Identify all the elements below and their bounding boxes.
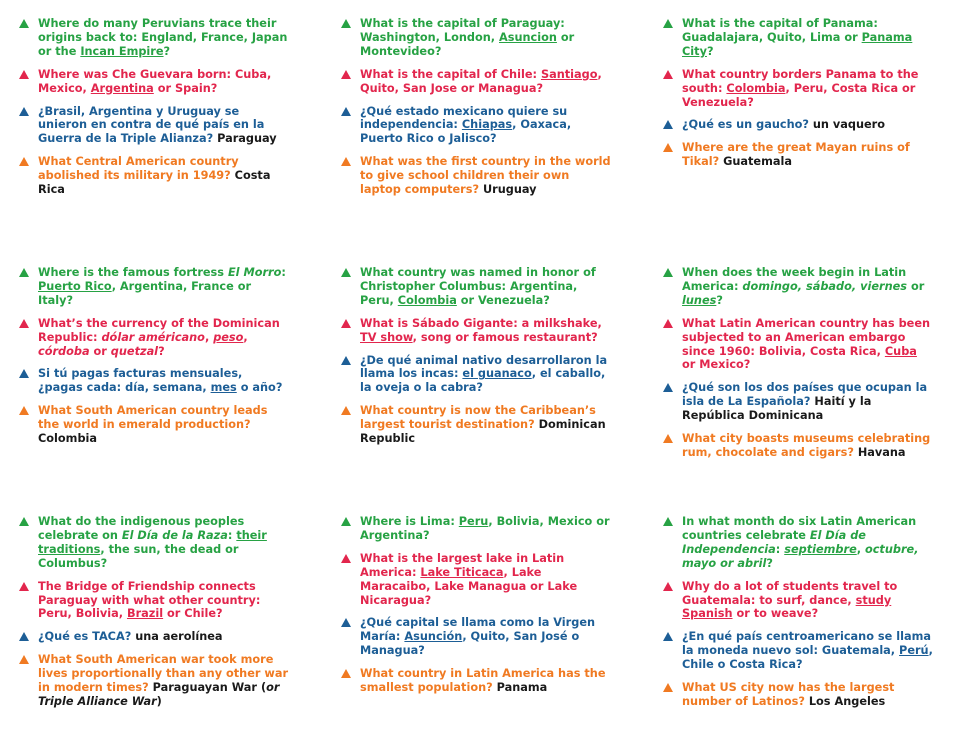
question-text: octubre, mayo or abril — [682, 542, 919, 570]
triangle-bullet-icon — [663, 383, 673, 392]
answer-text: Dominican Republic — [360, 418, 606, 446]
question — [663, 317, 933, 373]
trivia-card-4 — [19, 266, 289, 455]
question-text: study Spanish — [682, 593, 892, 621]
question-text: ? — [716, 293, 723, 307]
triangle-bullet-icon — [341, 70, 351, 79]
question — [19, 266, 289, 308]
question — [663, 17, 933, 59]
question — [19, 155, 289, 197]
trivia-card-1 — [19, 17, 289, 206]
question — [341, 266, 611, 308]
answer-text: or Triple Alliance War — [38, 681, 280, 708]
answer-text: Guatemala — [723, 155, 792, 169]
question-text: ¿Qué son los dos países que ocupan la isla de La Española? — [682, 381, 928, 409]
question-text: , Quito, San Jose or Managua? — [360, 67, 602, 95]
question-text: , el caballo, la oveja o la cabra? — [360, 367, 606, 395]
question-text: What country was named in honor of Christopher Columbus: Argentina, Peru, — [360, 266, 596, 307]
trivia-card-9 — [663, 515, 933, 718]
question-text: Where do many Peruvians trace their origins back to: England, France, Japan or the — [38, 17, 288, 58]
triangle-bullet-icon — [341, 107, 351, 116]
triangle-bullet-icon — [19, 107, 29, 116]
triangle-bullet-icon — [663, 70, 673, 79]
question-text: o año? — [236, 381, 283, 395]
question — [663, 381, 933, 423]
question-text: What do the indigenous peoples celebrate on — [38, 515, 245, 542]
question-text: ? — [158, 344, 165, 358]
triangle-bullet-icon — [341, 517, 351, 526]
question-text: Where was Che Guevara born: Cuba, Mexico, — [38, 67, 272, 95]
answer-text: un vaquero — [812, 118, 886, 132]
question — [341, 515, 611, 543]
question-text: What is the capital of Paraguay: Washington, London, — [360, 17, 565, 44]
answer-text: Colombia — [38, 432, 98, 446]
question-text: Colombia — [397, 293, 457, 307]
question-text: , Bolivia, Mexico or Argentina? — [360, 515, 610, 542]
triangle-bullet-icon — [341, 356, 351, 365]
question-text: lunes — [682, 293, 717, 307]
question-text: , — [856, 542, 865, 556]
question — [19, 580, 289, 622]
triangle-bullet-icon — [341, 406, 351, 415]
question — [663, 580, 933, 622]
question-text: el guanaco — [462, 367, 532, 381]
question-text: What country is now the Caribbean’s largest tourist destination? — [360, 404, 596, 432]
question-text: Puerto Rico — [38, 279, 112, 293]
question-text: Brazil — [126, 607, 164, 621]
question-text: What South American country leads the world in emerald production? — [38, 404, 268, 432]
answer-text: Haití y la República Dominicana — [682, 395, 872, 423]
triangle-bullet-icon — [663, 434, 673, 443]
question — [341, 155, 611, 197]
question-text: peso — [213, 330, 244, 344]
question-text: ¿Qué capital se llama como la Virgen María: — [360, 616, 596, 644]
question-text: , Quito, San José o Managua? — [360, 630, 580, 658]
question — [663, 515, 933, 571]
question-text: , Lake Maracaibo, Lake Managua or Lake Nicaragua? — [360, 565, 578, 607]
question-text: What’s the currency of the Dominican Republic: — [38, 316, 280, 344]
question-text: Cuba — [884, 344, 917, 358]
answer-text: Los Angeles — [808, 694, 886, 708]
trivia-card-8 — [341, 515, 611, 704]
triangle-bullet-icon — [19, 582, 29, 591]
question-text: What is the capital of Panama: Guadalajara, Quito, Lima or — [682, 17, 878, 44]
triangle-bullet-icon — [341, 157, 351, 166]
question-text: Colombia — [726, 81, 786, 95]
question-text: What South American war took more lives proportionally than any other war in modern times? — [38, 653, 289, 695]
question — [341, 667, 611, 695]
question-text: ¿Qué es TACA? — [38, 630, 136, 644]
question — [663, 141, 933, 169]
triangle-bullet-icon — [19, 406, 29, 415]
triangle-bullet-icon — [19, 517, 29, 526]
answer-text: Costa Rica — [38, 169, 271, 197]
question-text: What US city now has the largest number of Latinos? — [682, 681, 895, 708]
question — [19, 404, 289, 446]
question — [663, 432, 933, 460]
question-text: Panama City — [682, 30, 913, 58]
question-text: Si tú pagas facturas mensuales, ¿pagas cada: día, semana, — [38, 367, 243, 395]
triangle-bullet-icon — [341, 268, 351, 277]
question-text: Where is Lima: — [360, 515, 459, 528]
question-text: What is the largest lake in Latin America: — [360, 551, 565, 579]
question-text: or — [907, 279, 925, 293]
question-text: TV show — [360, 330, 413, 344]
question — [19, 367, 289, 395]
triangle-bullet-icon — [19, 70, 29, 79]
question — [19, 515, 289, 571]
triangle-bullet-icon — [19, 632, 29, 641]
question-text: Asunción — [404, 630, 463, 644]
answer-text: Havana — [857, 445, 906, 459]
question — [341, 17, 611, 59]
question — [663, 118, 933, 132]
answer-text: una aerolínea — [135, 630, 223, 644]
question-text: , the sun, the dead or Columbus? — [38, 542, 239, 570]
question-text: ¿Qué es un gaucho? — [682, 118, 813, 132]
question-text: : — [281, 266, 286, 279]
answer-text: ) — [156, 694, 162, 708]
question — [341, 404, 611, 446]
question-text: ? — [766, 556, 773, 570]
question-text: What country in Latin America has the smallest population? — [360, 667, 606, 695]
question-text: ¿Brasil, Argentina y Uruguay se unieron en contra de qué país en la Guerra de la Triple Alianza? — [38, 104, 265, 146]
trivia-card-7 — [19, 515, 289, 718]
triangle-bullet-icon — [19, 268, 29, 277]
question-text: dólar américano — [101, 330, 205, 344]
question-text: or Spain? — [153, 81, 218, 95]
question-text: or — [89, 344, 111, 358]
question — [341, 616, 611, 658]
question-text: ¿De qué animal nativo desarrollaron la llama los incas: — [360, 353, 608, 381]
question-text: ¿Qué estado mexicano quiere su independencia: — [360, 104, 568, 132]
question-text: Santiago — [540, 67, 598, 81]
question-text: or Venezuela? — [456, 293, 550, 307]
question-text: : — [775, 542, 785, 556]
question-text: El Día de Independencia — [682, 528, 866, 556]
triangle-bullet-icon — [341, 19, 351, 28]
question-text: , Oaxaca, Puerto Rico o Jalisco? — [360, 118, 572, 146]
triangle-bullet-icon — [663, 120, 673, 129]
question-text: The Bridge of Friendship connects Paraguay with what other country: Peru, Bolivia, — [38, 579, 261, 621]
triangle-bullet-icon — [663, 683, 673, 692]
question-text: Incan Empire — [80, 44, 164, 58]
triangle-bullet-icon — [663, 632, 673, 641]
question-text: mes — [210, 381, 237, 395]
trivia-card-6 — [663, 266, 933, 469]
question — [341, 105, 611, 147]
question-text: Argentina — [90, 81, 154, 95]
trivia-card-5 — [341, 266, 611, 455]
question — [341, 68, 611, 96]
question — [19, 17, 289, 59]
question-text: El Morro — [227, 266, 282, 279]
answer-text: Uruguay — [482, 183, 537, 197]
answer-text: Panama — [496, 681, 548, 695]
question-text: : — [227, 528, 237, 542]
trivia-card-3 — [663, 17, 933, 178]
question — [663, 630, 933, 672]
question-text: , Chile o Costa Rica? — [682, 644, 933, 672]
triangle-bullet-icon — [19, 157, 29, 166]
question-text: ¿En qué país centroamericano se llama la moneda nuevo sol: Guatemala, — [682, 630, 931, 658]
question-text: El Día de la Raza — [121, 528, 228, 542]
question — [19, 630, 289, 644]
question-text: or Montevideo? — [360, 30, 575, 58]
question — [663, 266, 933, 308]
answer-text: Paraguayan War ( — [152, 681, 267, 695]
question — [19, 317, 289, 359]
question-text: , — [243, 330, 248, 344]
question-text: Peru — [458, 515, 489, 528]
question-text: or Chile? — [163, 607, 223, 621]
question-text: their traditions — [38, 528, 267, 556]
question-text: What was the first country in the world to give school children their own laptop computers? — [360, 155, 611, 197]
question-text: , Peru, Costa Rica or Venezuela? — [682, 81, 916, 109]
triangle-bullet-icon — [663, 319, 673, 328]
triangle-bullet-icon — [663, 268, 673, 277]
question — [19, 68, 289, 96]
question — [663, 68, 933, 110]
triangle-bullet-icon — [663, 143, 673, 152]
question-text: , Argentina, France or Italy? — [38, 279, 252, 307]
question-text: ? — [706, 44, 714, 58]
question-text: What Central American country abolished its military in 1949? — [38, 155, 239, 183]
triangle-bullet-icon — [663, 517, 673, 526]
triangle-bullet-icon — [663, 582, 673, 591]
triangle-bullet-icon — [341, 618, 351, 627]
question-text: or to weave? — [732, 607, 819, 621]
question-text: Lake Titicaca — [420, 565, 504, 579]
question-text: What Latin American country has been subjected to an American embargo since 1960: Bolivia, Costa Rica, — [682, 316, 931, 358]
question — [341, 354, 611, 396]
question — [341, 317, 611, 345]
question-text: What is the capital of Chile: — [360, 67, 541, 81]
question-text: What is Sábado Gigante: a milkshake, — [360, 316, 602, 330]
triangle-bullet-icon — [19, 369, 29, 378]
question — [663, 681, 933, 709]
question-text: What city boasts museums celebrating rum, chocolate and cigars? — [682, 432, 931, 459]
question-text: córdoba — [38, 344, 90, 358]
question-text: domingo, sábado, viernes — [742, 279, 908, 293]
question — [341, 552, 611, 608]
triangle-bullet-icon — [19, 319, 29, 328]
question-text: ? — [163, 44, 171, 58]
triangle-bullet-icon — [663, 19, 673, 28]
question-text: In what month do six Latin American countries celebrate — [682, 515, 917, 542]
question-text: Where are the great Mayan ruins of Tikal? — [682, 141, 910, 169]
question-text: Chiapas — [461, 118, 513, 132]
question-text: or Mexico? — [682, 358, 751, 372]
question-text: Where is the famous fortress — [38, 266, 228, 279]
question — [19, 653, 289, 709]
question-text: What country borders Panama to the south: — [682, 67, 919, 95]
question-text: septiembre — [784, 542, 857, 556]
triangle-bullet-icon — [341, 669, 351, 678]
question-text: , song or famous restaurant? — [412, 330, 598, 344]
answer-text: Paraguay — [217, 132, 277, 146]
triangle-bullet-icon — [19, 655, 29, 664]
question-text: Asuncion — [499, 30, 557, 44]
question — [19, 105, 289, 147]
question-text: quetzal — [110, 344, 159, 358]
question-text: Perú — [899, 644, 929, 658]
question-text: When does the week begin in Latin America: — [682, 266, 907, 293]
question-text: , — [204, 330, 214, 344]
trivia-card-2 — [341, 17, 611, 206]
question-text: Why do a lot of students travel to Guatemala: to surf, dance, — [682, 579, 898, 607]
triangle-bullet-icon — [19, 19, 29, 28]
triangle-bullet-icon — [341, 319, 351, 328]
triangle-bullet-icon — [341, 554, 351, 563]
